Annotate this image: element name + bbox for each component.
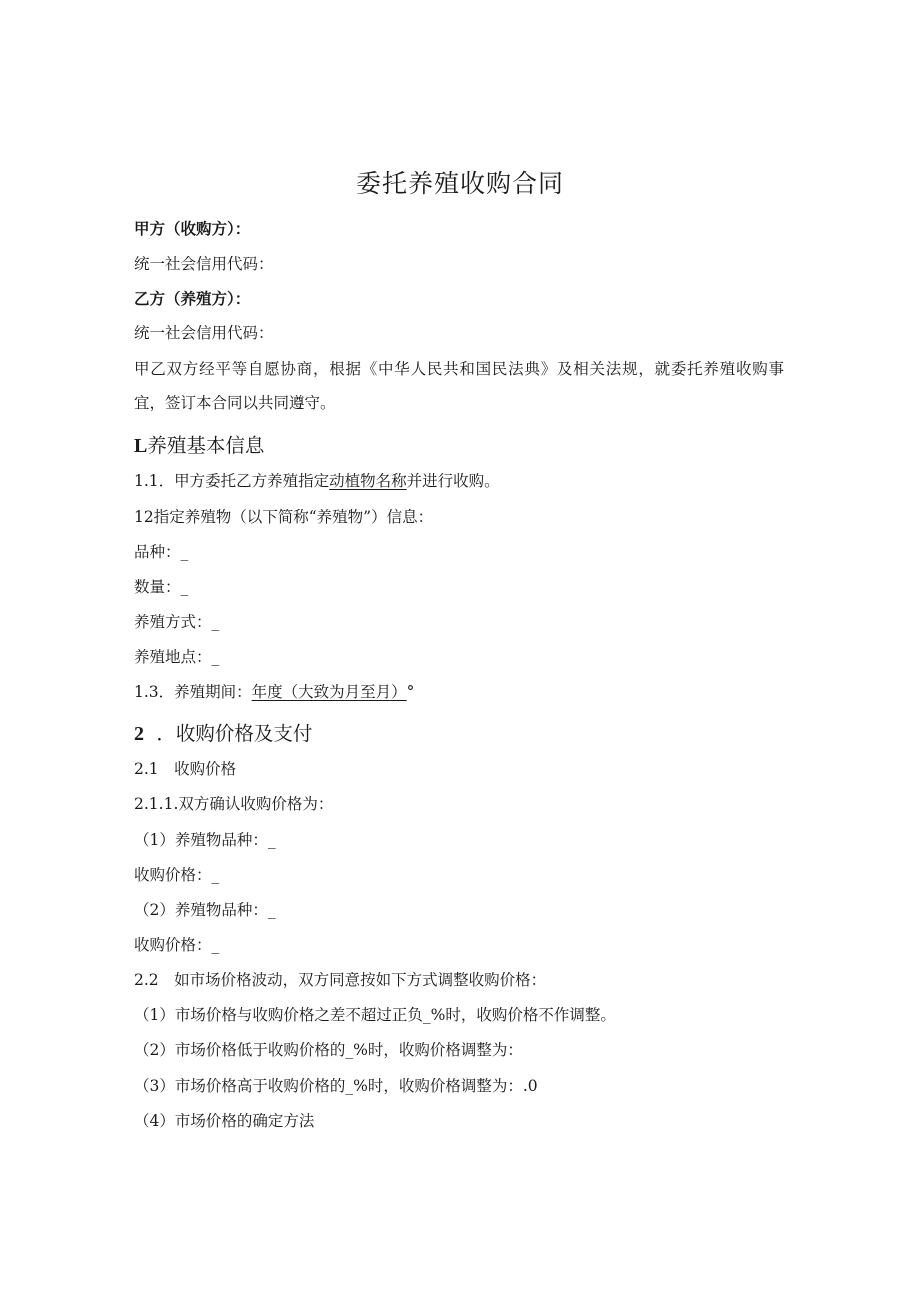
field-quantity: 数量：_ xyxy=(134,578,189,596)
clause-1-3-suffix: ° xyxy=(406,683,415,701)
price-2: 收购价格：_ xyxy=(134,936,220,954)
preamble-paragraph: 甲乙双方经平等自愿协商，根据《中华人民共和国民法典》及相关法规，就委托养殖收购事宜，签订本合同以共同遵守。 xyxy=(134,360,784,412)
price-1: 收购价格：_ xyxy=(134,866,220,884)
section-1-title: 养殖基本信息 xyxy=(147,434,265,457)
field-method: 养殖方式：_ xyxy=(134,613,220,631)
species-2: （2）养殖物品种：_ xyxy=(134,901,276,919)
party-b-label: 乙方（养殖方）： xyxy=(134,289,251,308)
field-variety: 品种：_ xyxy=(134,543,189,561)
adjustment-3: （3）市场价格高于收购价格的_%时，收购价格调整为：.0 xyxy=(134,1077,538,1095)
clause-1-3-underlined: 年度（大致为月至月） xyxy=(251,683,407,701)
species-1: （1）养殖物品种：_ xyxy=(134,831,276,849)
adjustment-4: （4）市场价格的确定方法 xyxy=(134,1112,315,1130)
clause-1-3 xyxy=(134,681,794,703)
clause-1-2: 12指定养殖物（以下简称“养殖物”）信息： xyxy=(134,508,434,526)
section-1-number: L xyxy=(134,435,148,457)
party-a-label: 甲方（收购方）： xyxy=(134,219,251,238)
clause-1-1-prefix: 1.1．甲方委托乙方养殖指定 xyxy=(134,472,330,490)
adjustment-1: （1）市场价格与收购价格之差不超过正负_%时，收购价格不作调整。 xyxy=(134,1006,616,1024)
section-2-heading xyxy=(134,720,794,748)
clause-1-3-prefix: 1.3．养殖期间： xyxy=(134,683,252,701)
clause-2-1: 2.1 收购价格 xyxy=(134,760,237,778)
clause-2-2: 2.2 如市场价格波动，双方同意按如下方式调整收购价格： xyxy=(134,971,547,989)
section-2-number: 2 xyxy=(134,723,144,745)
clause-2-1-1: 2.1.1.双方确认收购价格为： xyxy=(134,795,334,813)
clause-1-1-underlined: 动植物名称 xyxy=(329,472,407,490)
section-1-heading xyxy=(134,432,794,460)
page-title: 委托养殖收购合同 xyxy=(355,169,564,198)
clause-1-1 xyxy=(134,470,794,492)
clause-1-1-suffix: 并进行收购。 xyxy=(406,472,500,490)
section-2-title: ．收购价格及支付 xyxy=(156,722,313,745)
field-location: 养殖地点：_ xyxy=(134,648,220,666)
party-b-credit-code: 统一社会信用代码： xyxy=(134,324,274,342)
party-a-credit-code: 统一社会信用代码： xyxy=(134,255,274,273)
adjustment-2: （2）市场价格低于收购价格的_%时，收购价格调整为： xyxy=(134,1041,523,1059)
